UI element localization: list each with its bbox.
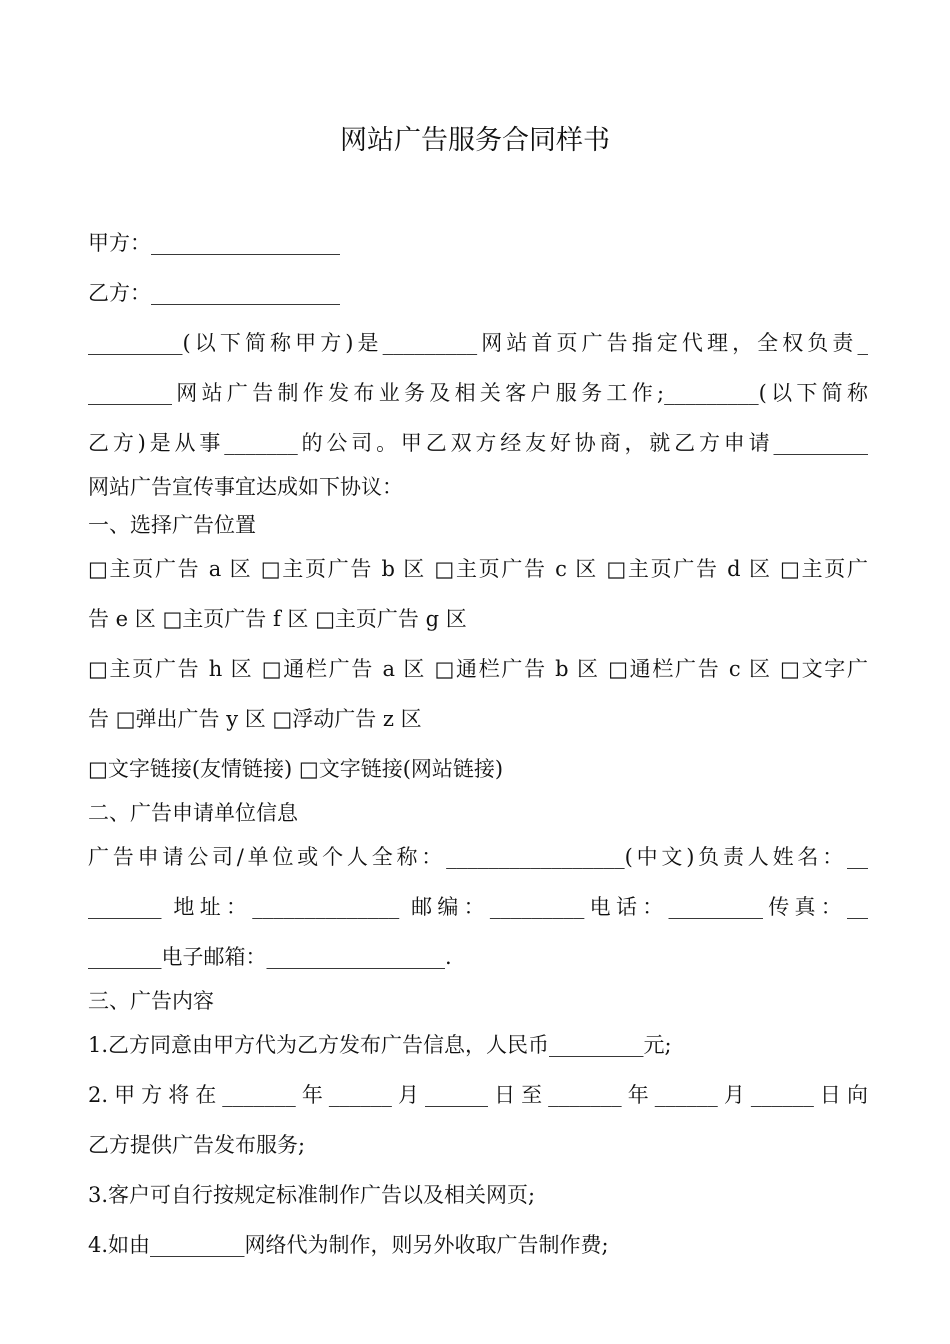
ad-position-line-3: □主页广告 h 区 □通栏广告 a 区 □通栏广告 b 区 □通栏广告 c 区 □文字广	[88, 657, 868, 681]
applicant-line-3: _______电子邮箱：_________________.	[88, 945, 452, 969]
ad-position-line-1: □主页广告 a 区 □主页广告 b 区 □主页广告 c 区 □主页广告 d 区 □主页广	[88, 557, 868, 581]
document-title: 网站广告服务合同样书	[340, 125, 610, 156]
ad-position-line-5: □文字链接(友情链接) □文字链接(网站链接)	[88, 757, 504, 781]
content-item-3: 3.客户可自行按规定标准制作广告以及相关网页;	[88, 1183, 536, 1207]
content-item-2-line-2: 乙方提供广告发布服务;	[88, 1133, 306, 1157]
ad-position-line-2: 告 e 区 □主页广告 f 区 □主页广告 g 区	[88, 607, 467, 631]
section-heading-1: 一、选择广告位置	[88, 513, 256, 537]
party-a-line: 甲方：__________________	[88, 231, 340, 255]
content-item-4: 4.如由_________网络代为制作，则另外收取广告制作费;	[88, 1233, 609, 1257]
intro-line-3: 乙方)是从事_______的公司。甲乙双方经友好协商，就乙方申请_________	[88, 431, 868, 455]
intro-line-4: 网站广告宣传事宜达成如下协议：	[88, 475, 403, 499]
intro-line-2: ________网站广告制作发布业务及相关客户服务工作;_________(以下简称	[88, 381, 868, 405]
section-heading-2: 二、广告申请单位信息	[88, 801, 298, 825]
ad-position-line-4: 告 □弹出广告 y 区 □浮动广告 z 区	[88, 707, 422, 731]
section-heading-3: 三、广告内容	[88, 989, 214, 1013]
content-item-2-line-1: 2.甲方将在_______年______月______日至_______年______月______日向	[88, 1083, 868, 1107]
content-item-1: 1.乙方同意由甲方代为乙方发布广告信息，人民币_________元;	[88, 1033, 672, 1057]
applicant-line-1: 广告申请公司/单位或个人全称：_________________(中文)负责人姓名：__	[88, 845, 868, 869]
intro-line-1: _________(以下简称甲方)是_________网站首页广告指定代理，全权负责_	[88, 331, 868, 355]
document-body	[88, 218, 868, 1270]
applicant-line-2: _______ 地址：______________ 邮编：_________电话：_________传真：__	[88, 895, 868, 919]
party-b-line: 乙方：__________________	[88, 281, 340, 305]
